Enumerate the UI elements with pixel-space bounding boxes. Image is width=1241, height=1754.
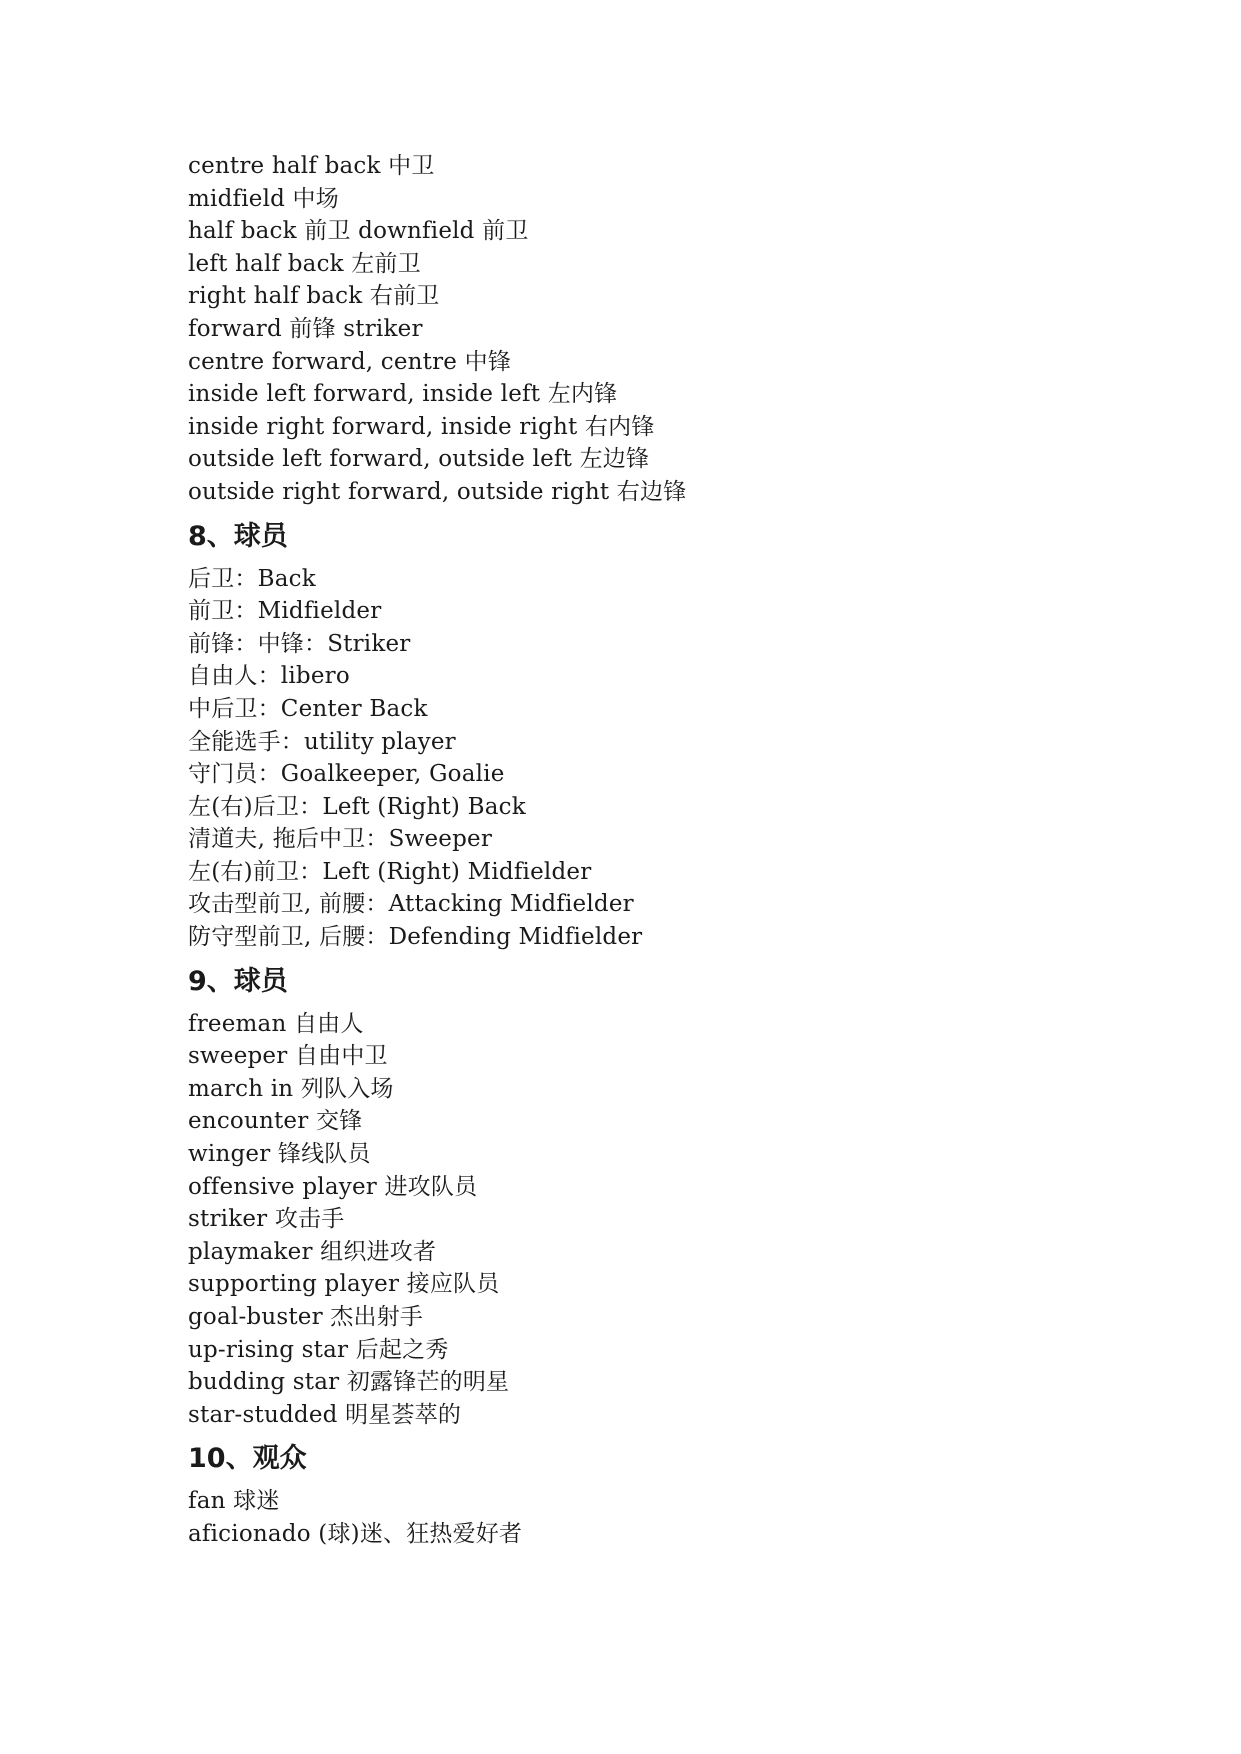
- text-line: budding star 初露锋芒的明星: [188, 1369, 510, 1396]
- text-line: striker 攻击手: [188, 1206, 345, 1233]
- text-line: left half back 左前卫: [188, 250, 421, 277]
- text-line: centre half back 中卫: [188, 153, 435, 179]
- text-line: encounter 交锋: [188, 1108, 363, 1135]
- text-line: winger 锋线队员: [188, 1141, 371, 1168]
- text-line: inside right forward, inside right 右内锋: [188, 413, 655, 440]
- text-line: supporting player 接应队员: [188, 1271, 500, 1298]
- text-line: aficionado (球)迷、狂热爱好者: [188, 1520, 523, 1547]
- text-line: 清道夫, 拖后中卫：Sweeper: [188, 826, 493, 853]
- text-line: midfield 中场: [188, 185, 339, 212]
- text-line: centre forward, centre 中锋: [188, 348, 512, 375]
- text-line: fan 球迷: [188, 1488, 280, 1515]
- text-line: 后卫：Back: [188, 565, 316, 592]
- text-line: star-studded 明星荟萃的: [188, 1401, 462, 1428]
- text-line: 左(右)前卫：Left (Right) Midfielder: [188, 858, 592, 885]
- section-heading: 8、球员: [188, 520, 288, 552]
- text-line: 攻击型前卫, 前腰：Attacking Midfielder: [188, 891, 634, 918]
- text-line: offensive player 进攻队员: [188, 1173, 478, 1200]
- text-line: inside left forward, inside left 左内锋: [188, 381, 618, 408]
- text-line: 前锋：中锋：Striker: [188, 630, 411, 657]
- text-line: 防守型前卫, 后腰：Defending Midfielder: [188, 924, 643, 951]
- text-line: up-rising star 后起之秀: [188, 1336, 449, 1363]
- text-line: 全能选手：utility player: [188, 728, 456, 755]
- text-line: goal-buster 杰出射手: [188, 1304, 424, 1330]
- text-line: outside left forward, outside left 左边锋: [188, 446, 650, 473]
- text-line: freeman 自由人: [188, 1010, 364, 1037]
- document-page: [188, 150, 1168, 1551]
- section-9: [188, 960, 1168, 1432]
- section-heading: 10、观众: [188, 1443, 307, 1475]
- text-line: 中后卫：Center Back: [188, 695, 428, 722]
- text-line: outside right forward, outside right 右边锋: [188, 478, 687, 505]
- text-line: forward 前锋 striker: [188, 315, 423, 342]
- section-8: [188, 515, 1168, 954]
- section-positions: [188, 150, 1168, 509]
- section-heading: 9、球员: [188, 965, 288, 997]
- text-line: 守门员：Goalkeeper, Goalie: [188, 761, 505, 788]
- text-line: 自由人：libero: [188, 663, 350, 690]
- text-line: half back 前卫 downfield 前卫: [188, 218, 529, 245]
- section-10: [188, 1437, 1168, 1550]
- text-line: playmaker 组织进攻者: [188, 1238, 437, 1265]
- text-line: 左(右)后卫：Left (Right) Back: [188, 793, 526, 820]
- text-line: march in 列队入场: [188, 1075, 394, 1102]
- text-line: sweeper 自由中卫: [188, 1043, 388, 1070]
- text-line: 前卫：Midfielder: [188, 598, 382, 625]
- text-line: right half back 右前卫: [188, 283, 440, 310]
